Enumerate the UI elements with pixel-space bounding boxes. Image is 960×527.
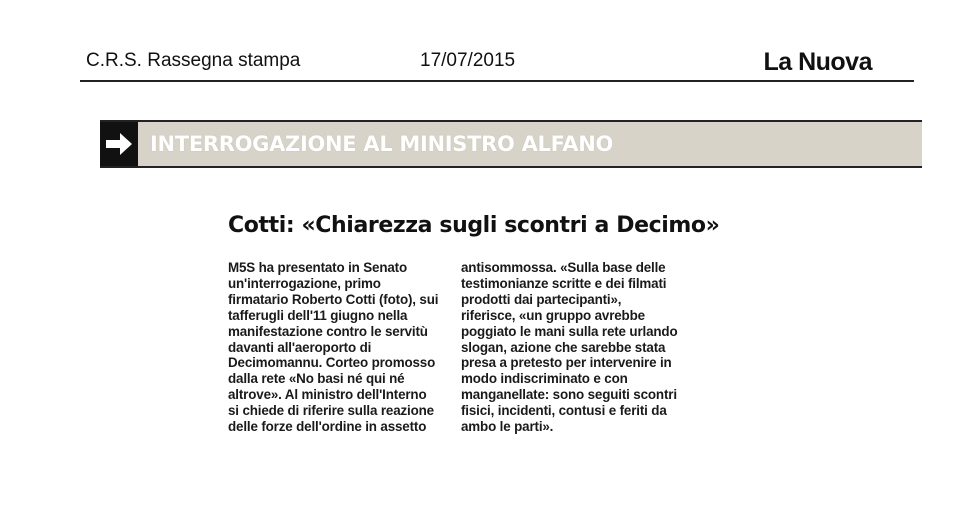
- right-arrow-icon: [100, 122, 138, 166]
- text-line: firmatario Roberto Cotti (foto), sui: [228, 291, 439, 307]
- text-line: delle forze dell'ordine in assetto: [228, 419, 427, 435]
- text-line: testimonianze scritte e dei filmati: [461, 275, 667, 291]
- text-line: altrove». Al ministro dell'Interno: [228, 387, 427, 403]
- text-line: modo indiscriminato e con: [461, 371, 628, 387]
- newspaper-name: La Nuova: [763, 48, 872, 76]
- text-line: si chiede di riferire sulla reazione: [228, 403, 434, 419]
- text-line: manifestazione contro le servitù: [228, 323, 428, 339]
- press-review-source: C.R.S. Rassegna stampa: [86, 50, 301, 71]
- section-banner: [100, 120, 922, 168]
- text-line: presa a pretesto per intervenire in: [461, 355, 672, 371]
- article-column-left: [228, 260, 443, 435]
- text-line: Decimomannu. Corteo promosso: [228, 355, 436, 371]
- text-line: antisommossa. «Sulla base delle: [461, 260, 666, 275]
- text-line: dalla rete «No basi né qui né: [228, 371, 405, 387]
- article-body: [228, 260, 678, 450]
- section-title: INTERROGAZIONE AL MINISTRO ALFANO: [150, 132, 614, 156]
- text-line: un'interrogazione, primo: [228, 275, 381, 291]
- article-column-right: [461, 260, 676, 435]
- text-line: fisici, incidenti, contusi e feriti da: [461, 403, 667, 419]
- text-line: davanti all'aeroporto di: [228, 339, 372, 355]
- text-line: ambo le parti».: [461, 419, 554, 435]
- text-line: prodotti dai partecipanti»,: [461, 291, 622, 307]
- text-line: poggiato le mani sulla rete urlando: [461, 323, 678, 339]
- text-line: slogan, azione che sarebbe stata: [461, 339, 666, 355]
- text-line: manganellate: sono seguiti scontri: [461, 387, 677, 403]
- text-line: tafferugli dell'11 giugno nella: [228, 307, 408, 323]
- article-headline: Cotti: «Chiarezza sugli scontri a Decimo»: [228, 213, 720, 238]
- press-review-date: 17/07/2015: [420, 50, 516, 71]
- press-review-header: [80, 44, 914, 82]
- text-line: riferisce, «un gruppo avrebbe: [461, 307, 645, 323]
- text-line: M5S ha presentato in Senato: [228, 260, 407, 275]
